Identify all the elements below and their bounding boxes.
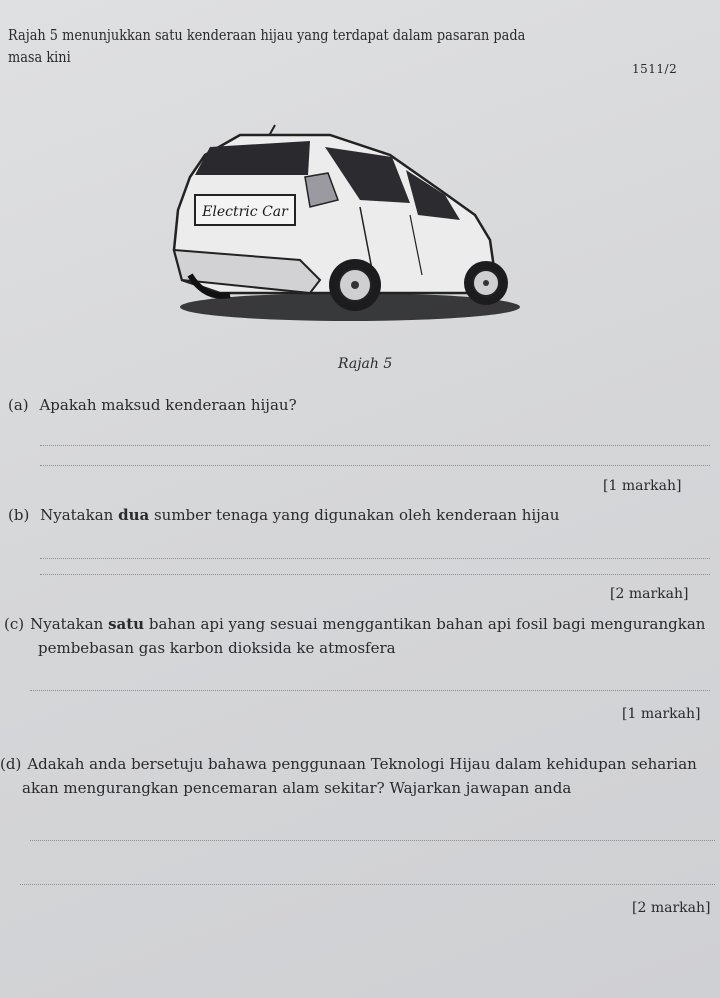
answer-line[interactable] [40,465,710,466]
answer-line[interactable] [30,690,710,691]
question-a [8,393,297,417]
question-emphasis: dua [118,506,150,524]
question-text: bahan api yang sesuai menggantikan bahan api fosil bagi mengurangkan [144,615,706,633]
answer-line[interactable] [20,884,715,885]
question-text-line2: pembebasan gas karbon dioksida ke atmosfera [38,639,396,657]
car-label-text: Electric Car [202,204,288,220]
question-label: (b) [8,506,30,524]
question-label: (a) [8,396,29,414]
electric-car-figure [160,115,520,335]
question-text: Apakah maksud kenderaan hijau? [39,396,297,414]
question-text-line2: akan mengurangkan pencemaran alam sekitar? Wajarkan jawapan anda [22,779,572,797]
marks-label: [2 markah] [610,586,689,602]
marks-label: [1 markah] [622,706,701,722]
question-emphasis: satu [108,615,145,633]
question-text: Adakah anda bersetuju bahawa penggunaan Teknologi Hijau dalam kehidupan seharian [27,755,697,773]
answer-line[interactable] [30,840,715,841]
marks-label: [2 markah] [632,900,711,916]
answer-line[interactable] [40,574,710,575]
question-label: (d) [0,755,22,773]
question-b [8,503,559,527]
question-c [4,612,716,660]
question-text: Nyatakan [40,506,119,524]
question-intro: Rajah 5 menunjukkan satu kenderaan hijau yang terdapat dalam pasaran pada masa kini [8,26,526,66]
answer-line[interactable] [40,558,710,559]
figure-caption: Rajah 5 [338,356,393,372]
paper-code: 1511/2 [632,62,678,76]
question-text: sumber tenaga yang digunakan oleh kenderaan hijau [149,506,560,524]
question-d [0,752,716,800]
question-text: Nyatakan [30,615,109,633]
question-label: (c) [4,615,25,633]
marks-label: [1 markah] [603,478,682,494]
answer-line[interactable] [40,445,710,446]
